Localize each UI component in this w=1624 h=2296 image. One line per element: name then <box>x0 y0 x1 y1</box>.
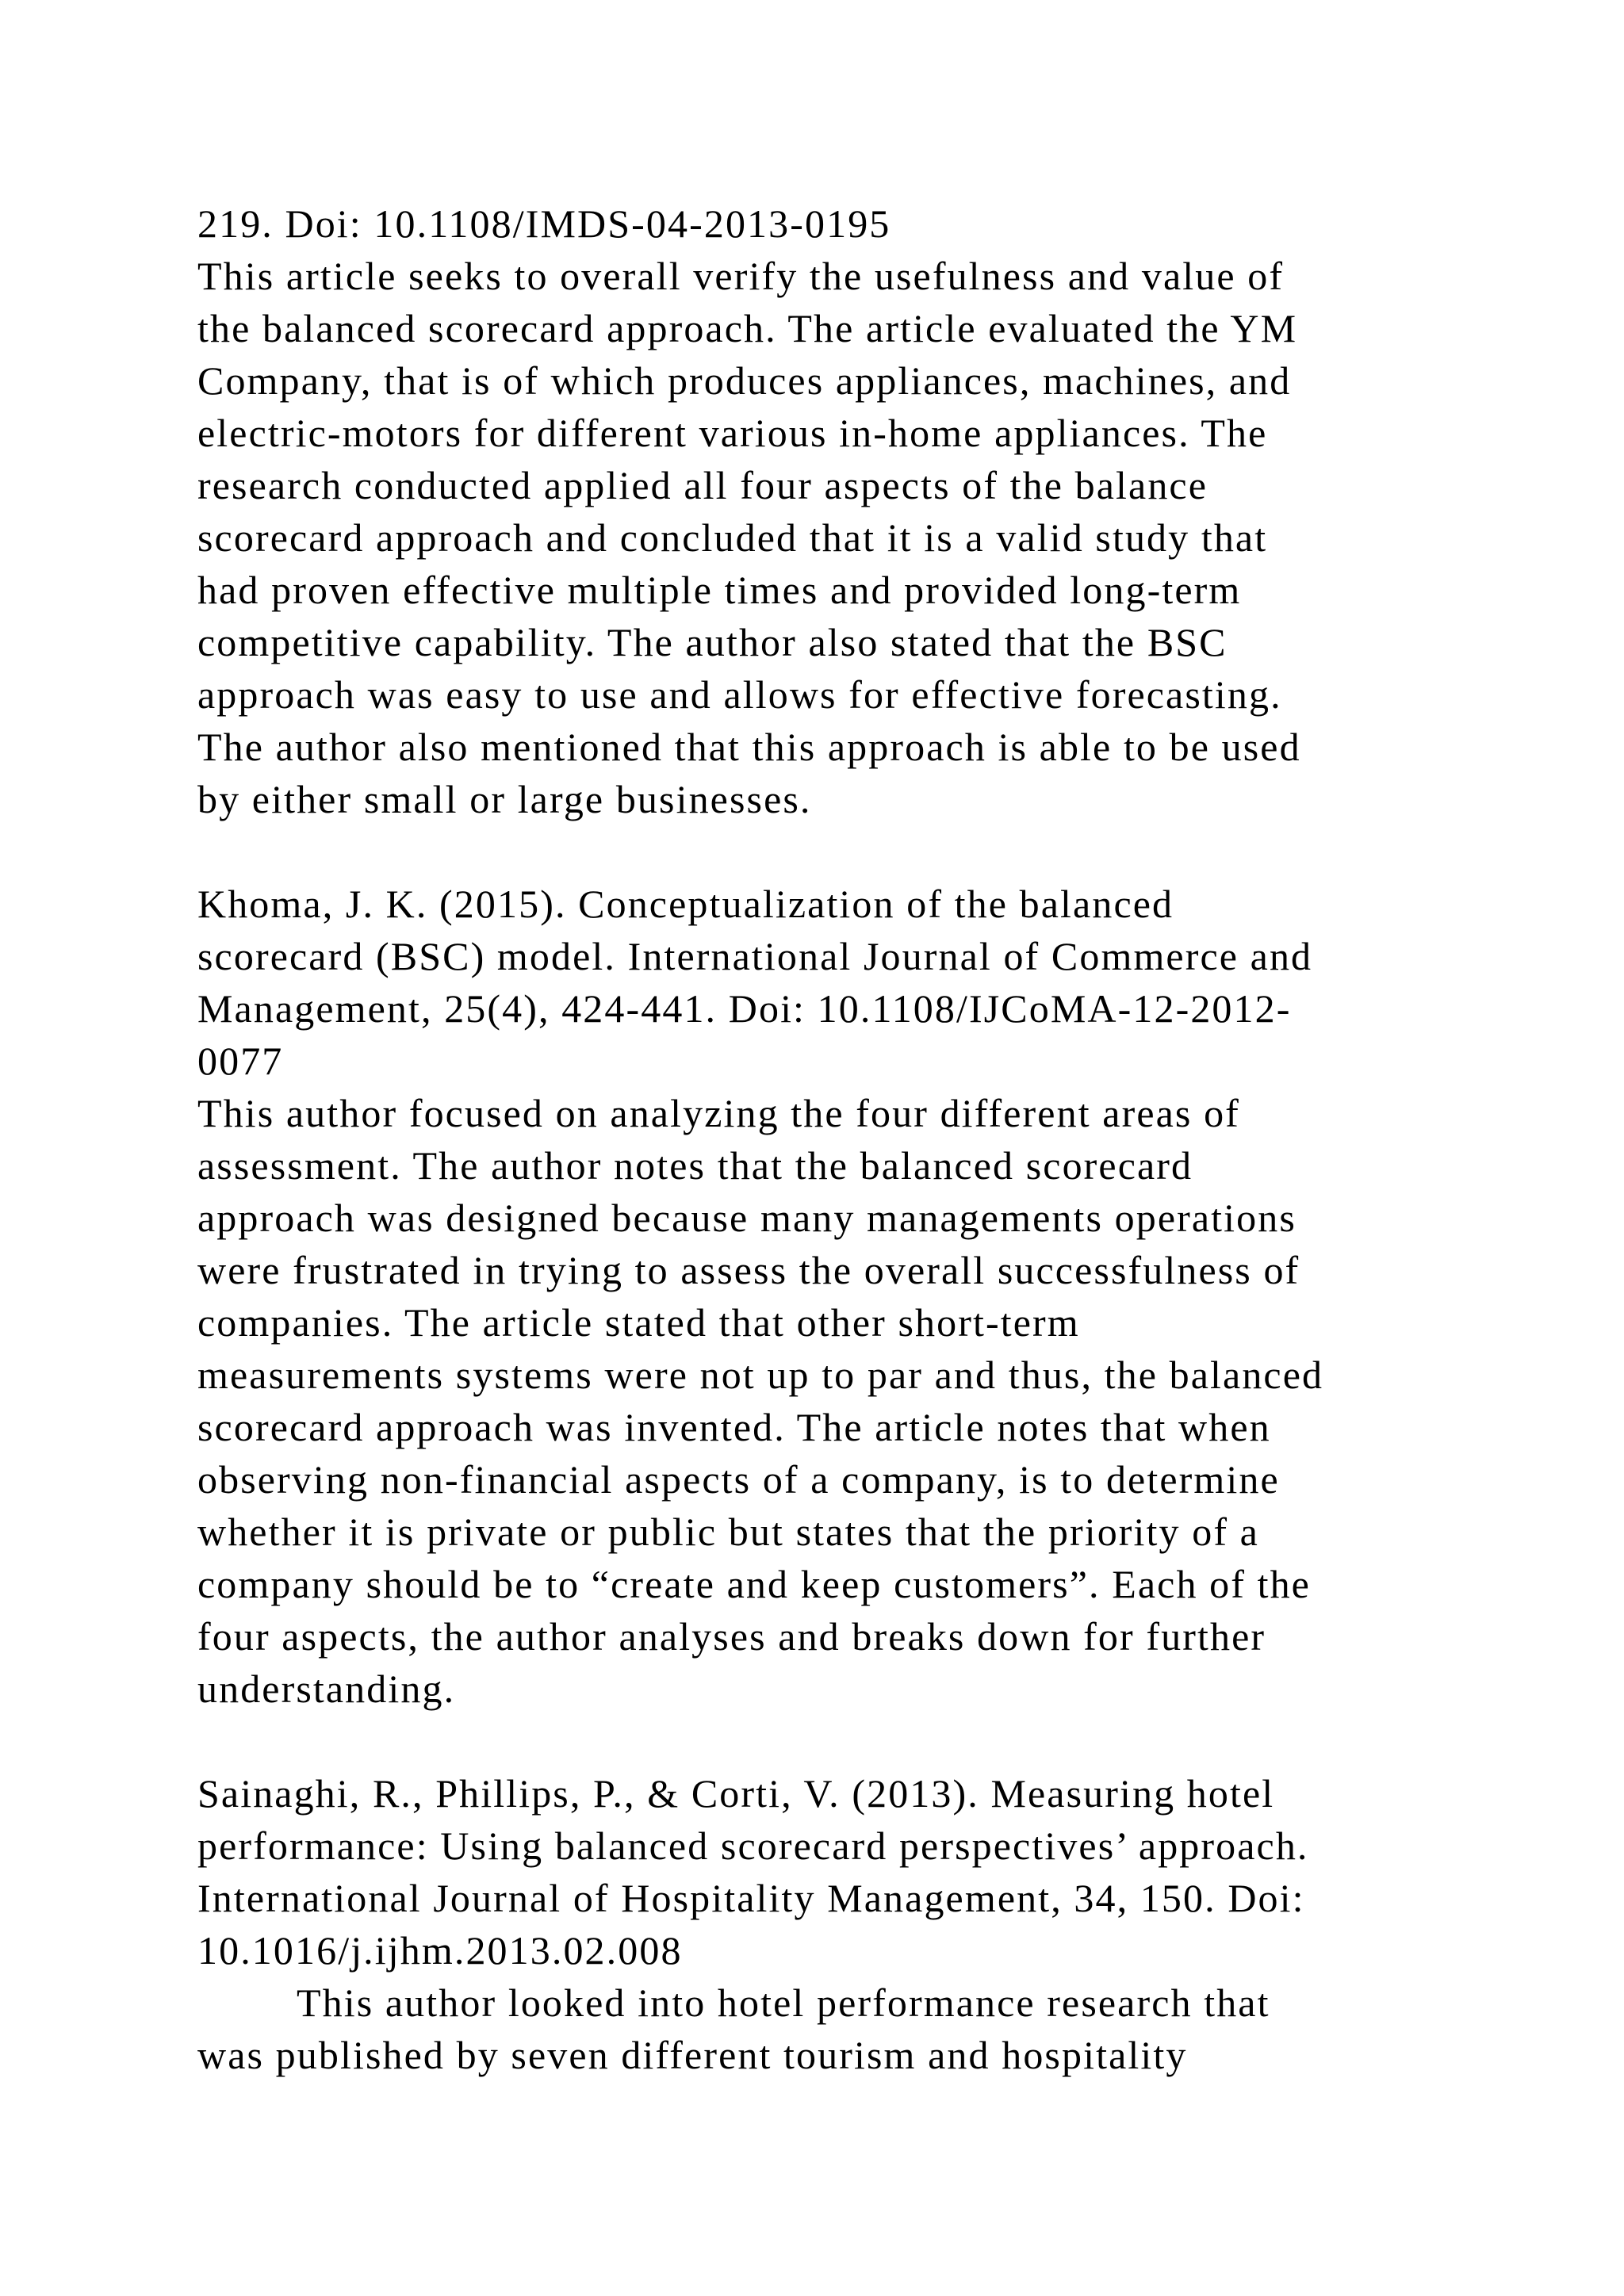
text-line: was published by seven different tourism and hospitality <box>197 2033 1188 2077</box>
text-line: had proven effective multiple times and provided long-term <box>197 568 1242 612</box>
text-line: understanding. <box>197 1667 456 1711</box>
text-line: the balanced scorecard approach. The article evaluated the YM <box>197 306 1298 350</box>
text-line: scorecard approach was invented. The article notes that when <box>197 1405 1271 1449</box>
text-line: assessment. The author notes that the balanced scorecard <box>197 1143 1193 1188</box>
text-line: measurements systems were not up to par and thus, the balanced <box>197 1353 1324 1397</box>
text-line: competitive capability. The author also stated that the BSC <box>197 620 1228 664</box>
text-line: The author also mentioned that this approach is able to be used <box>197 725 1301 769</box>
text-line: whether it is private or public but states that the priority of a <box>197 1510 1259 1554</box>
text-line: by either small or large businesses. <box>197 777 812 821</box>
citation-line: Khoma, J. K. (2015). Conceptualization of the balanced <box>197 882 1174 926</box>
text-line: company should be to “create and keep customers”. Each of the <box>197 1562 1311 1606</box>
citation-line: 10.1016/j.ijhm.2013.02.008 <box>197 1928 683 1973</box>
text-line: companies. The article stated that other short-term <box>197 1300 1080 1345</box>
citation-line: 0077 <box>197 1039 284 1083</box>
text-line: were frustrated in trying to assess the overall successfulness of <box>197 1248 1300 1292</box>
text-line: four aspects, the author analyses and breaks down for further <box>197 1614 1266 1659</box>
text-line: scorecard approach and concluded that it is a valid study that <box>197 515 1268 560</box>
citation-line: Sainaghi, R., Phillips, P., & Corti, V. (2013). Measuring hotel <box>197 1771 1275 1816</box>
text-line: electric-motors for different various in-home appliances. The <box>197 411 1268 455</box>
text-line: This article seeks to overall verify the usefulness and value of <box>197 254 1285 298</box>
text-line: This author looked into hotel performance research that <box>297 1980 1270 2025</box>
text-line: 219. Doi: 10.1108/IMDS-04-2013-0195 <box>197 201 891 246</box>
citation-line: performance: Using balanced scorecard perspectives’ approach. <box>197 1823 1309 1868</box>
text-line: observing non-financial aspects of a company, is to determine <box>197 1457 1280 1502</box>
text-line: approach was designed because many managements operations <box>197 1196 1297 1240</box>
text-line: approach was easy to use and allows for effective forecasting. <box>197 672 1282 717</box>
citation-line: International Journal of Hospitality Management, 34, 150. Doi: <box>197 1876 1305 1920</box>
citation-line: Management, 25(4), 424-441. Doi: 10.1108/IJCoMA-12-2012- <box>197 986 1292 1031</box>
text-line: This author focused on analyzing the four different areas of <box>197 1091 1240 1135</box>
text-line: research conducted applied all four aspects of the balance <box>197 463 1208 507</box>
citation-line: scorecard (BSC) model. International Journal of Commerce and <box>197 934 1313 978</box>
text-line: Company, that is of which produces appliances, machines, and <box>197 358 1292 403</box>
